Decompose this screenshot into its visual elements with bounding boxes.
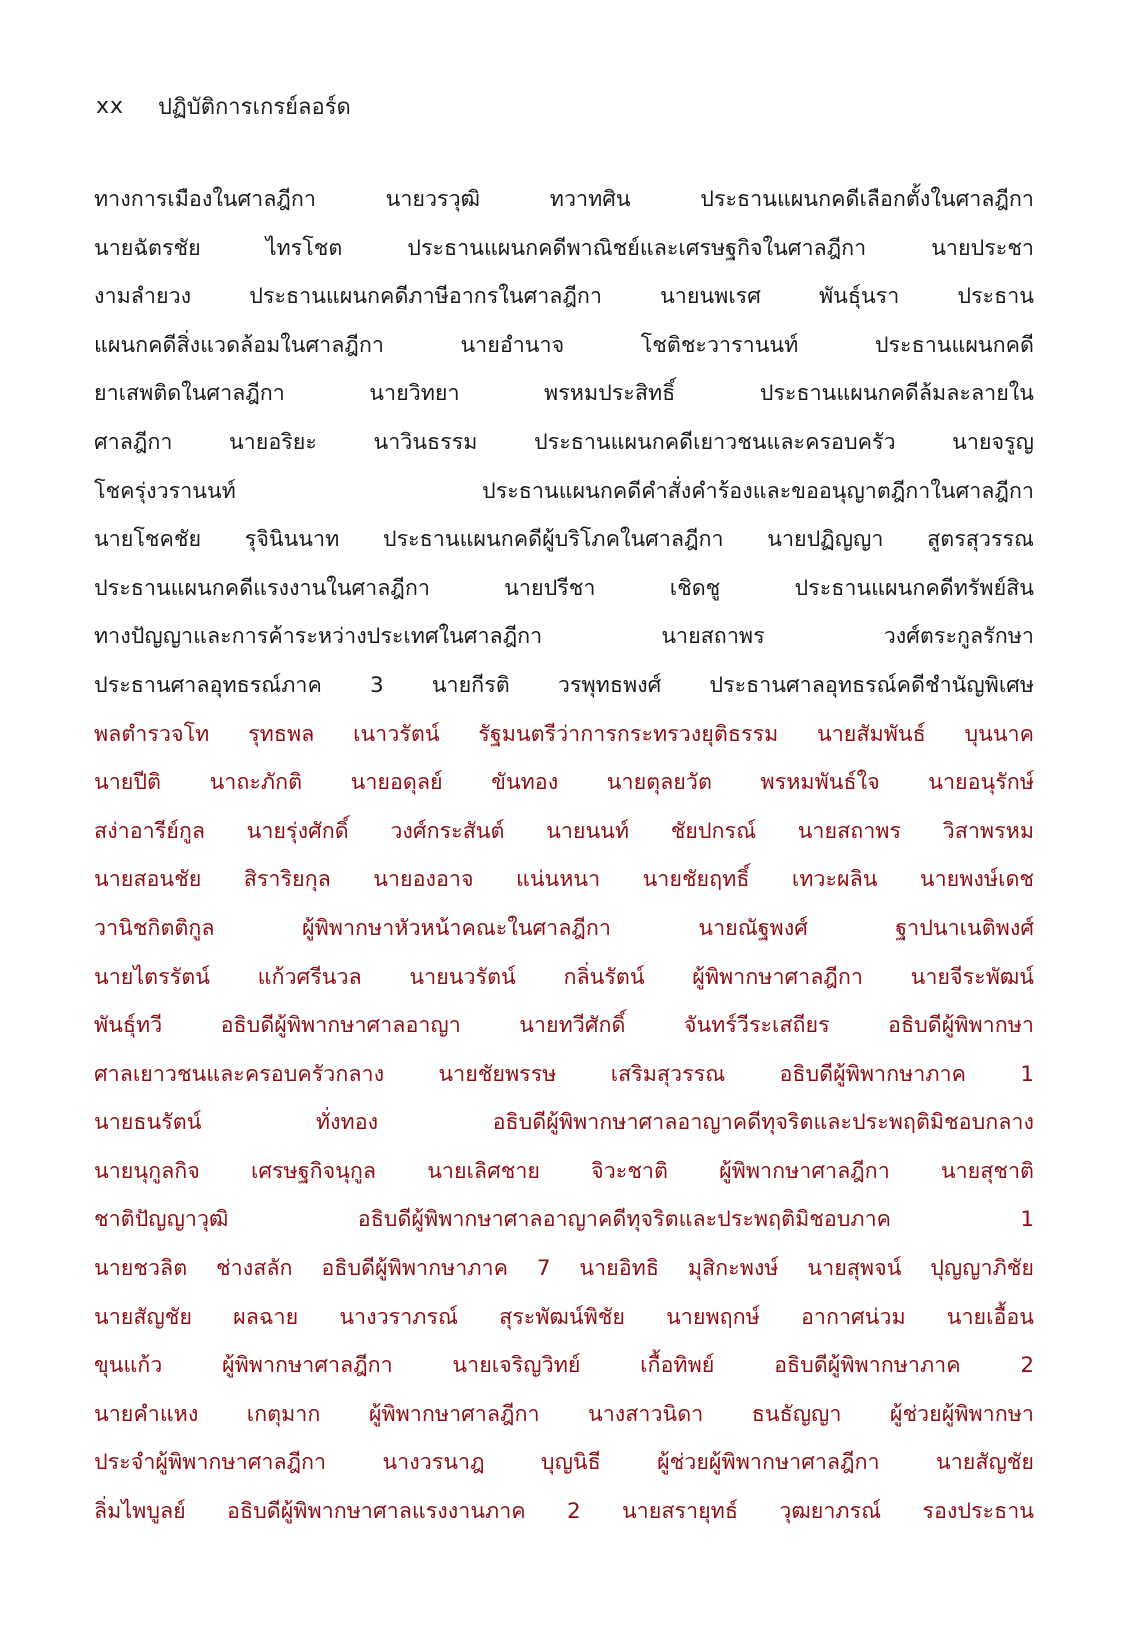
text-line: นายชวลิต ช่างสลัก อธิบดีผู้พิพากษาภาค 7 นายอิทธิ มุสิกะพงษ์ นายสุพจน์ ปุญญาภิชัย <box>94 1256 1034 1282</box>
text-line: นายสอนชัย สิราริยกุล นายองอาจ แน่นหนา นายชัยฤทธิ์ เทวะผลิน นายพงษ์เดช <box>94 867 1034 893</box>
text-line: โชครุ่งวรานนท์ ประธานแผนกคดีคำสั่งคำร้องและขออนุญาตฎีกาในศาลฎีกา <box>94 478 1034 504</box>
text-line: นายนุกูลกิจ เศรษฐกิจนุกูล นายเลิศชาย จิวะชาติ ผู้พิพากษาศาลฎีกา นายสุชาติ <box>94 1158 1034 1184</box>
text-line: นายคำแหง เกตุมาก ผู้พิพากษาศาลฎีกา นางสาวนิดา ธนธัญญา ผู้ช่วยผู้พิพากษา <box>94 1401 1034 1427</box>
text-line: ประธานแผนกคดีแรงงานในศาลฎีกา นายปรีชา เชิดชู ประธานแผนกคดีทรัพย์สิน <box>94 575 1034 601</box>
text-line: นายปีติ นาถะภักติ นายอดุลย์ ขันทอง นายตุลยวัต พรหมพันธ์ใจ นายอนุรักษ์ <box>94 770 1034 796</box>
text-line: แผนกคดีสิ่งแวดล้อมในศาลฎีกา นายอำนาจ โชติชะวารานนท์ ประธานแผนกคดี <box>94 332 1034 358</box>
text-line: ลิ่มไพบูลย์ อธิบดีผู้พิพากษาศาลแรงงานภาค 2 นายสรายุทธ์ วุฒยาภรณ์ รองประธาน <box>94 1499 1034 1525</box>
text-line: นายสัญชัย ผลฉาย นางวราภรณ์ สุระพัฒน์พิชัย นายพฤกษ์ อากาศน่วม นายเอื้อน <box>94 1304 1034 1330</box>
text-line: นายฉัตรชัย ไทรโชต ประธานแผนกคดีพาณิชย์และเศรษฐกิจในศาลฎีกา นายประชา <box>94 235 1034 261</box>
text-line: ยาเสพติดในศาลฎีกา นายวิทยา พรหมประสิทธิ์ ประธานแผนกคดีล้มละลายใน <box>94 381 1034 407</box>
body-paragraph <box>94 176 1034 1537</box>
text-line: ขุนแก้ว ผู้พิพากษาศาลฎีกา นายเจริญวิทย์ เกื้อทิพย์ อธิบดีผู้พิพากษาภาค 2 <box>94 1353 1034 1379</box>
book-title: ปฏิบัติการเกรย์ลอร์ด <box>158 94 351 120</box>
text-line: ชาติปัญญาวุฒิ อธิบดีผู้พิพากษาศาลอาญาคดีทุจริตและประพฤติมิชอบภาค 1 <box>94 1207 1034 1233</box>
text-line: พันธุ์ทวี อธิบดีผู้พิพากษาศาลอาญา นายทวีศักดิ์ จันทร์วีระเสถียร อธิบดีผู้พิพากษา <box>94 1013 1034 1039</box>
text-line: นายไตรรัตน์ แก้วศรีนวล นายนวรัตน์ กลิ่นรัตน์ ผู้พิพากษาศาลฎีกา นายจีระพัฒน์ <box>94 964 1034 990</box>
text-line: นายธนรัตน์ ทั่งทอง อธิบดีผู้พิพากษาศาลอาญาคดีทุจริตและประพฤติมิชอบกลาง <box>94 1110 1034 1136</box>
text-line: ทางปัญญาและการค้าระหว่างประเทศในศาลฎีกา นายสถาพร วงศ์ตระกูลรักษา <box>94 624 1034 650</box>
text-line: ประธานศาลอุทธรณ์ภาค 3 นายกีรติ วรพุทธพงศ์ ประธานศาลอุทธรณ์คดีชำนัญพิเศษ <box>94 672 1034 698</box>
text-line: ประจำผู้พิพากษาศาลฎีกา นางวรนาฎ บุญนิธี ผู้ช่วยผู้พิพากษาศาลฎีกา นายสัญชัย <box>94 1450 1034 1476</box>
text-line: ศาลเยาวชนและครอบครัวกลาง นายชัยพรรษ เสริมสุวรรณ อธิบดีผู้พิพากษาภาค 1 <box>94 1061 1034 1087</box>
text-line: วานิชกิตติกูล ผู้พิพากษาหัวหน้าคณะในศาลฎีกา นายณัฐพงศ์ ฐาปนาเนติพงศ์ <box>94 915 1034 941</box>
text-line: ทางการเมืองในศาลฎีกา นายวรวุฒิ ทวาทศิน ประธานแผนกคดีเลือกตั้งในศาลฎีกา <box>94 187 1034 212</box>
text-line: งามลำยวง ประธานแผนกคดีภาษีอากรในศาลฎีกา นายนพเรศ พันธุ์นรา ประธาน <box>94 284 1034 310</box>
text-line: นายโชคชัย รุจินินนาท ประธานแผนกคดีผู้บริโภคในศาลฎีกา นายปฏิญญา สูตรสุวรรณ <box>94 527 1034 553</box>
text-line: พลตำรวจโท รุทธพล เนาวรัตน์ รัฐมนตรีว่าการกระทรวงยุติธรรม นายสัมพันธ์ บุนนาค <box>94 721 1034 747</box>
running-head <box>96 86 351 126</box>
text-line: ศาลฎีกา นายอริยะ นาวินธรรม ประธานแผนกคดีเยาวชนและครอบครัว นายจรูญ <box>94 429 1034 455</box>
text-line: สง่าอารีย์กูล นายรุ่งศักดิ์ วงศ์กระสันต์ นายนนท์ ชัยปกรณ์ นายสถาพร วิสาพรหม <box>94 818 1034 844</box>
page-number: xx <box>96 93 125 119</box>
